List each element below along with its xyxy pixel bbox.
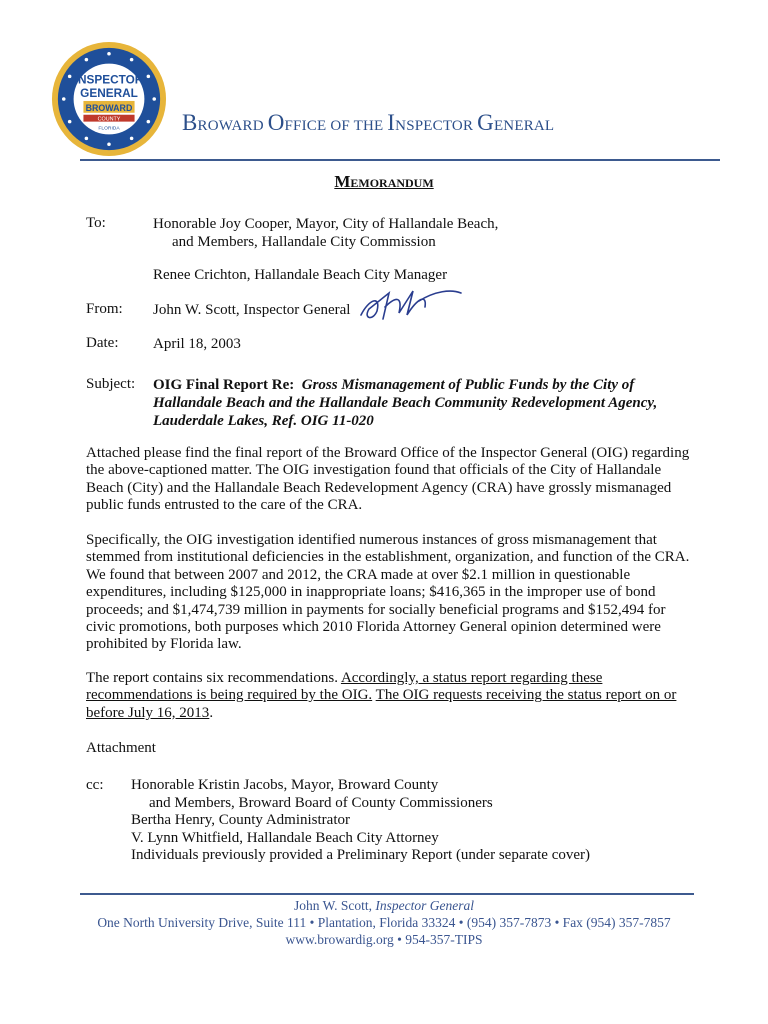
org-title-part: NSPECTOR bbox=[395, 118, 478, 134]
cc-label: cc: bbox=[86, 777, 104, 793]
memo-title bbox=[0, 172, 768, 192]
from-value: John W. Scott, Inspector General bbox=[153, 302, 351, 318]
inspector-general-seal bbox=[50, 40, 168, 158]
org-title-part: OF THE bbox=[330, 118, 388, 134]
footer-title-text: Inspector General bbox=[375, 898, 474, 913]
cc-line: and Members, Broward Board of County Commissioners bbox=[149, 794, 493, 811]
p3-underlined: The OIG requests receiving the status report on or before July 16, 2013 bbox=[86, 687, 677, 721]
subject-prefix: OIG Final Report Re: bbox=[153, 377, 295, 393]
footer-name-text: John W. Scott, bbox=[294, 898, 376, 913]
p3-text: The report contains six recommendations. bbox=[86, 670, 341, 686]
seal-text-county: COUNTY bbox=[97, 116, 121, 123]
seal-text-florida: FLORIDA bbox=[98, 126, 120, 132]
p3-period: . bbox=[209, 704, 214, 721]
date-value: April 18, 2003 bbox=[153, 336, 241, 352]
org-title-part: FFICE bbox=[284, 118, 331, 134]
org-title-part: I bbox=[387, 110, 396, 135]
cc-line: V. Lynn Whitfield, Hallandale Beach City Attorney bbox=[131, 829, 439, 846]
cc-line: Honorable Kristin Jacobs, Mayor, Broward County bbox=[131, 777, 439, 793]
to-label: To: bbox=[86, 215, 106, 231]
to-recipients bbox=[153, 215, 498, 251]
footer-web: www.browardig.org • 954-357-TIPS bbox=[285, 932, 483, 947]
org-title bbox=[182, 110, 554, 136]
footer-name bbox=[0, 898, 768, 914]
cc-line: Individuals previously provided a Preliminary Report (under separate cover) bbox=[131, 847, 591, 863]
body-paragraph-3 bbox=[86, 670, 696, 722]
to-line: and Members, Hallandale City Commission bbox=[172, 234, 436, 250]
org-title-part: ENERAL bbox=[493, 118, 555, 134]
subject-title: Gross Mismanagement of Public Funds by the City of Hallandale Beach and the Hallandale Beach Community Redevelopment Agency, Lauderdale Lakes, Ref. OIG 11-020 bbox=[153, 377, 658, 429]
subject-label: Subject: bbox=[86, 376, 136, 392]
org-title-part: O bbox=[267, 110, 285, 135]
seal-text-broward: BROWARD bbox=[85, 102, 133, 113]
p3-underlined: Accordingly, a status report regarding these recommendations is being required by the OIG. bbox=[86, 670, 603, 704]
cc-list bbox=[131, 777, 590, 865]
to-line: Renee Crichton, Hallandale Beach City Manager bbox=[153, 267, 448, 283]
cc-line: Bertha Henry, County Administrator bbox=[131, 812, 350, 828]
seal-text-general: GENERAL bbox=[80, 86, 138, 101]
org-title-part: G bbox=[477, 110, 494, 135]
signature bbox=[355, 285, 467, 327]
from-label: From: bbox=[86, 301, 123, 317]
footer-address: One North University Drive, Suite 111 • Plantation, Florida 33324 • (954) 357-7873 • Fax (954) 357-7857 bbox=[97, 915, 671, 930]
seal-text-inspector: INSPECTOR bbox=[74, 72, 144, 87]
memo-title-text: Memorandum bbox=[334, 172, 434, 191]
date-label: Date: bbox=[86, 335, 119, 351]
attachment-note: Attachment bbox=[86, 740, 156, 756]
subject-value bbox=[153, 376, 673, 430]
body-paragraph-1: Attached please find the final report of the Broward Office of the Inspector General (OIG) regarding the above-captioned matter. The OIG investigation found that officials of the City of Hallandale Beach (City) and the Hallandale Beach Redevelopment Agency (CRA) have grossly mismanaged public funds entrusted to the care of the CRA. bbox=[86, 445, 690, 514]
org-title-part: ROWARD bbox=[197, 118, 268, 134]
header-divider bbox=[80, 159, 720, 161]
body-paragraph-2: Specifically, the OIG investigation identified numerous instances of gross mismanagement that stemmed from institutional deficiencies in the establishment, organization, and function of the CRA. We found that between 2007 and 2012, the CRA made at over $2.1 million in questionable expenditures, including $125,000 in inappropriate loans; $416,365 in the improper use of bond proceeds; and $1,474,739 million in payments for socially beneficial programs and $152,494 for civic promotions, both purposes which 2010 Florida Attorney General opinion determined were prohibited by Florida law. bbox=[86, 532, 690, 653]
org-title-part: B bbox=[182, 110, 198, 135]
to-line: Honorable Joy Cooper, Mayor, City of Hallandale Beach, bbox=[153, 216, 499, 232]
footer-divider bbox=[80, 893, 694, 895]
